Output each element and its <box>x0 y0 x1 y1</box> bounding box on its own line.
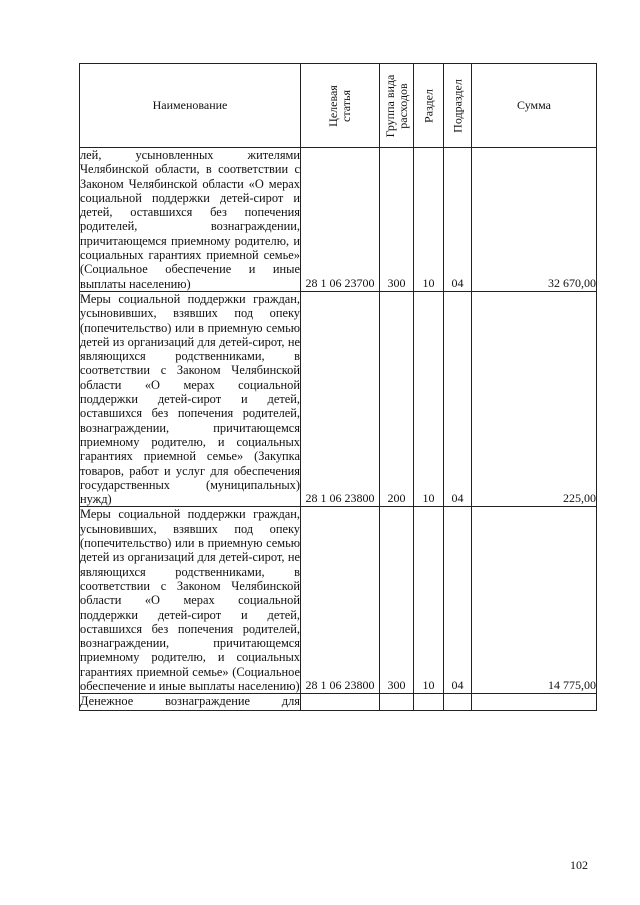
row-sum: 225,00 <box>472 291 597 506</box>
row-sum: 14 775,00 <box>472 507 597 694</box>
row-subsection: 04 <box>444 507 472 694</box>
header-target-line2: статья <box>339 89 353 122</box>
row-group: 200 <box>380 291 414 506</box>
row-name: лей, усыновленных жителями Челябинской области, в соответствии с Законом Челябинской области «О мерах социальной поддержки детей-сирот и детей, оставшихся без попечения родителей, вознаграждении, причитающемся приемному родителю, и социальных гарантиях приемной семье» (Социальное обеспечение и иные выплаты населению) <box>80 148 300 291</box>
header-section: Раздел <box>414 64 444 148</box>
header-subsection: Подраздел <box>444 64 472 148</box>
table-row <box>80 291 597 506</box>
row-sum: 32 670,00 <box>472 148 597 292</box>
header-expense-group <box>380 64 414 148</box>
row-target: 28 1 06 23800 <box>301 291 380 506</box>
header-group-line2: расходов <box>395 82 410 129</box>
header-group-line1: Группа вида <box>382 74 397 137</box>
row-group: 300 <box>380 148 414 292</box>
row-name-continued: Денежное вознаграждение для <box>80 694 301 711</box>
row-section: 10 <box>414 148 444 292</box>
row-name: Меры социальной поддержки граждан, усыновивших, взявших под опеку (попечительство) или в приемную семью детей из организаций для детей-сирот, не являющихся родственниками, в соответствии с Законом Челябинской области «О мерах социальной поддержки детей-сирот и детей, оставшихся без попечения родителей, вознаграждении, причитающемся приемному родителю, и социальных гарантиях приемной семье» (Социальное обеспечение и иные выплаты населению) <box>80 507 300 693</box>
row-section: 10 <box>414 291 444 506</box>
header-sum: Сумма <box>472 64 597 148</box>
page-number: 102 <box>570 858 588 872</box>
row-subsection: 04 <box>444 291 472 506</box>
budget-table <box>79 63 597 711</box>
row-name: Меры социальной поддержки граждан, усыновивших, взявших под опеку (попечительство) или в приемную семью детей из организаций для детей-сирот, не являющихся родственниками, в соответствии с Законом Челябинской области «О мерах социальной поддержки детей-сирот и детей, оставшихся без попечения родителей, вознаграждении, причитающемся приемному родителю, и социальных гарантиях приемной семье» (Закупка товаров, работ и услуг для обеспечения государственных (муниципальных) нужд) <box>80 291 300 507</box>
table-header-row <box>80 64 597 148</box>
header-name: Наименование <box>80 64 301 148</box>
header-target-line1: Целевая <box>326 84 340 127</box>
header-target-article <box>301 64 380 148</box>
row-subsection: 04 <box>444 148 472 292</box>
row-target: 28 1 06 23800 <box>301 507 380 694</box>
row-target: 28 1 06 23700 <box>301 148 380 292</box>
table-row-continued <box>80 694 597 711</box>
table-row <box>80 148 597 292</box>
row-group: 300 <box>380 507 414 694</box>
table-row <box>80 507 597 694</box>
row-section: 10 <box>414 507 444 694</box>
